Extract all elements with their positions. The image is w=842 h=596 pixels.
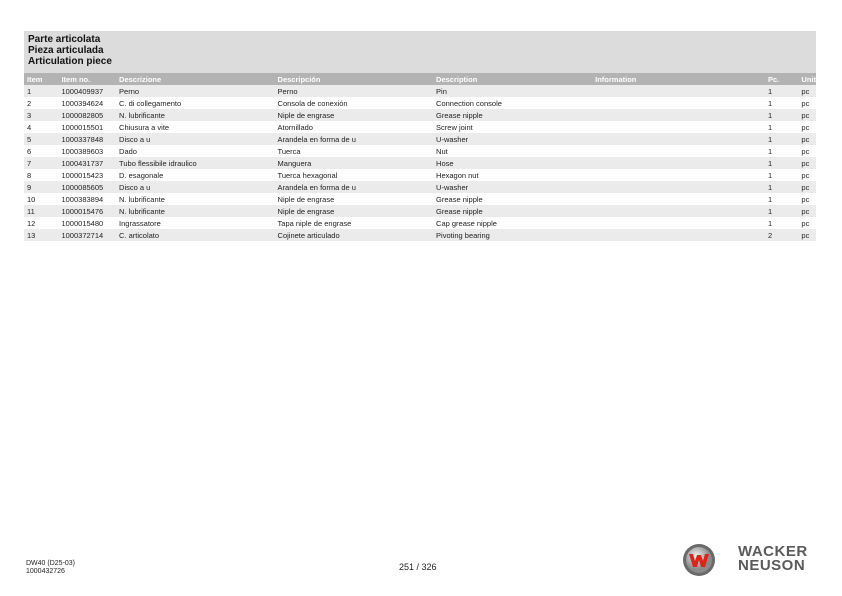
table-row xyxy=(24,169,816,181)
table-cell: 1000337848 xyxy=(61,134,104,144)
table-cell: 1 xyxy=(27,86,32,96)
table-cell: Consola de conexión xyxy=(277,98,348,108)
table-cell: N. lubrificante xyxy=(119,194,165,204)
table-cell: Arandela en forma de u xyxy=(277,134,356,144)
table-cell: 4 xyxy=(27,122,32,132)
column-header: Information xyxy=(592,73,765,85)
table-cell: U-washer xyxy=(436,134,469,144)
wacker-neuson-logo-icon xyxy=(682,543,716,577)
model-label: DW40 (D25-03) xyxy=(26,560,76,567)
table-cell: Atornillado xyxy=(277,122,313,132)
table-row xyxy=(24,109,816,121)
table-cell: pc xyxy=(801,86,810,96)
table-cell: 9 xyxy=(27,182,32,192)
table-cell: 1000015480 xyxy=(61,218,104,228)
table-cell: pc xyxy=(801,218,810,228)
table-cell xyxy=(592,193,765,205)
table-cell xyxy=(592,121,765,133)
table-cell: 10 xyxy=(27,194,36,204)
table-cell: pc xyxy=(801,98,810,108)
table-cell xyxy=(592,181,765,193)
table-cell: 13 xyxy=(27,230,36,240)
brand-line-2: NEUSON xyxy=(738,557,806,574)
table-cell: D. esagonale xyxy=(119,170,164,180)
brand-line-1: WACKER xyxy=(738,543,808,560)
table-row xyxy=(24,181,816,193)
table-cell: Dado xyxy=(119,146,137,156)
table-cell: 1000383894 xyxy=(61,194,104,204)
table-cell xyxy=(592,109,765,121)
table-cell xyxy=(592,85,765,97)
table-cell: Tuerca xyxy=(277,146,301,156)
table-cell xyxy=(592,145,765,157)
table-cell: 12 xyxy=(27,218,36,228)
table-row xyxy=(24,217,816,229)
table-cell: N. lubrificante xyxy=(119,206,165,216)
table-cell: 1 xyxy=(767,170,773,180)
table-cell: pc xyxy=(801,110,810,120)
table-cell: 1000015476 xyxy=(61,206,104,216)
table-cell: 2 xyxy=(767,230,773,240)
table-cell: Manguera xyxy=(277,158,312,168)
table-cell: 6 xyxy=(27,146,32,156)
table-cell: Arandela en forma de u xyxy=(277,182,356,192)
table-cell: pc xyxy=(801,194,810,204)
parts-table xyxy=(24,73,816,241)
column-header: Unit xyxy=(798,73,816,85)
table-cell xyxy=(592,205,765,217)
table-cell: Disco a u xyxy=(119,182,151,192)
table-cell xyxy=(592,133,765,145)
table-cell: pc xyxy=(801,158,810,168)
table-cell xyxy=(592,97,765,109)
table-cell: C. di collegamento xyxy=(119,98,182,108)
table-cell: 1 xyxy=(767,146,773,156)
column-header: Item no. xyxy=(58,73,116,85)
table-cell: N. lubrificante xyxy=(119,110,165,120)
table-cell: C. articolato xyxy=(119,230,160,240)
section-title xyxy=(24,31,816,73)
table-cell: 1 xyxy=(767,206,773,216)
table-cell: Niple de engrase xyxy=(277,206,335,216)
table-cell: Grease nipple xyxy=(436,110,483,120)
table-cell: 1 xyxy=(767,218,773,228)
table-cell: pc xyxy=(801,146,810,156)
table-cell: 2 xyxy=(27,98,32,108)
table-cell xyxy=(592,229,765,241)
table-row xyxy=(24,205,816,217)
table-cell: Disco a u xyxy=(119,134,151,144)
table-cell: 1000372714 xyxy=(61,230,104,240)
table-cell: pc xyxy=(801,170,810,180)
table-cell: Chiusura a vite xyxy=(119,122,170,132)
table-cell: 1000431737 xyxy=(61,158,104,168)
table-cell: Pivoting bearing xyxy=(436,230,490,240)
table-cell: Cojinete articulado xyxy=(277,230,340,240)
table-cell: pc xyxy=(801,230,810,240)
table-cell: pc xyxy=(801,122,810,132)
table-row xyxy=(24,133,816,145)
table-row xyxy=(24,97,816,109)
table-cell: 1 xyxy=(767,194,773,204)
table-row xyxy=(24,229,816,241)
footer-info xyxy=(26,560,75,576)
table-row xyxy=(24,145,816,157)
table-cell: 1 xyxy=(767,182,773,192)
table-cell: 8 xyxy=(27,170,32,180)
table-cell: 1 xyxy=(767,134,773,144)
page-number: 251 / 326 xyxy=(399,562,437,572)
column-header: Descrizione xyxy=(116,73,274,85)
title-spanish: Pieza articulada xyxy=(28,45,104,56)
title-italian: Parte articolata xyxy=(28,34,101,45)
table-cell: 1 xyxy=(767,158,773,168)
table-cell: Tapa niple de engrase xyxy=(277,218,352,228)
table-cell: 1000082805 xyxy=(61,110,104,120)
table-cell: 1 xyxy=(767,86,773,96)
table-cell: Grease nipple xyxy=(436,194,483,204)
table-cell: Niple de engrase xyxy=(277,110,335,120)
title-english: Articulation piece xyxy=(28,56,112,67)
table-cell: 1 xyxy=(767,122,773,132)
table-cell: 1 xyxy=(767,110,773,120)
table-cell: Tubo flessibile idraulico xyxy=(119,158,197,168)
table-cell: Tuerca hexagonal xyxy=(277,170,338,180)
table-cell xyxy=(592,169,765,181)
table-row xyxy=(24,193,816,205)
table-cell: Hexagon nut xyxy=(436,170,479,180)
table-cell: 1000015501 xyxy=(61,122,104,132)
table-cell: Connection console xyxy=(436,98,502,108)
table-cell: 1000409937 xyxy=(61,86,104,96)
table-row xyxy=(24,157,816,169)
column-header: Item xyxy=(24,73,58,85)
table-cell: U-washer xyxy=(436,182,469,192)
table-cell xyxy=(592,157,765,169)
table-cell: 7 xyxy=(27,158,32,168)
table-cell: Hose xyxy=(436,158,454,168)
table-cell: 3 xyxy=(27,110,32,120)
table-cell: Cap grease nipple xyxy=(436,218,497,228)
table-cell: Screw joint xyxy=(436,122,473,132)
table-row xyxy=(24,85,816,97)
table-cell: 1000015423 xyxy=(61,170,104,180)
column-header: Descripción xyxy=(275,73,434,85)
table-cell: pc xyxy=(801,134,810,144)
table-cell: 1000085605 xyxy=(61,182,104,192)
table-cell: Perno xyxy=(119,86,140,96)
table-cell: Perno xyxy=(277,86,298,96)
table-cell: Ingrassatore xyxy=(119,218,161,228)
table-cell: 1000394624 xyxy=(61,98,104,108)
brand-name xyxy=(738,545,808,573)
column-header: Description xyxy=(433,73,592,85)
table-cell: 11 xyxy=(27,206,35,216)
table-cell: pc xyxy=(801,182,810,192)
table-cell: Pin xyxy=(436,86,447,96)
table-cell: Grease nipple xyxy=(436,206,483,216)
table-cell xyxy=(592,217,765,229)
table-cell: Niple de engrase xyxy=(277,194,335,204)
column-header: Pc. xyxy=(765,73,798,85)
table-cell: 1 xyxy=(767,98,773,108)
table-cell: pc xyxy=(801,206,810,216)
document-number: 1000432726 xyxy=(26,568,65,575)
table-cell: 1000389603 xyxy=(61,146,104,156)
table-cell: Nut xyxy=(436,146,448,156)
table-row xyxy=(24,121,816,133)
table-cell: 5 xyxy=(27,134,32,144)
